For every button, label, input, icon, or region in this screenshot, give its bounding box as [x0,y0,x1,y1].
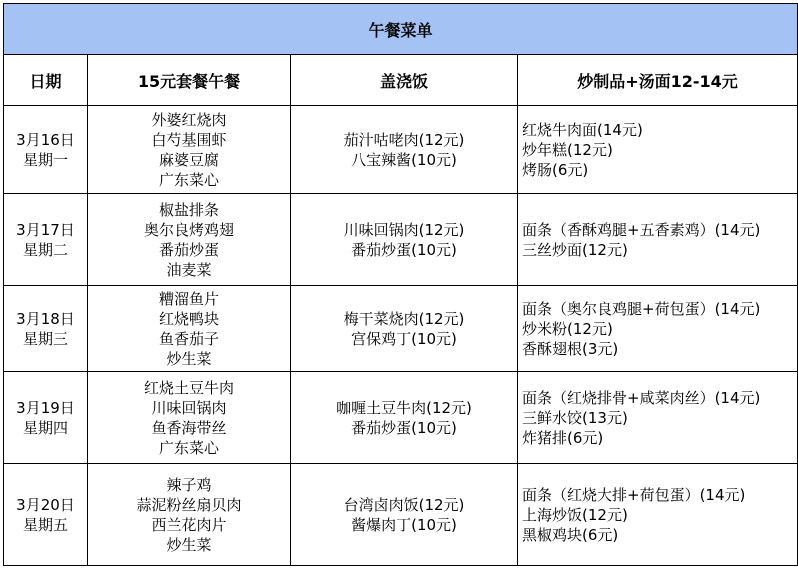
rice-cell [291,106,518,194]
fried-item: 黑椒鸡块(6元) [522,525,619,544]
title-row [4,4,798,55]
weekday-text: 星期一 [22,150,68,169]
dish-item: 炒生菜 [166,535,212,554]
menu-row [4,194,798,286]
rice-cell [291,194,518,286]
rice-item: 咖喱土豆牛肉(12元) [336,398,472,417]
dish-item: 蒜泥粉丝扇贝肉 [136,495,242,514]
date-text: 3月19日 [16,398,75,417]
header-row [4,55,798,106]
date-text: 3月17日 [16,220,75,239]
fried-item: 香酥翅根(3元) [522,339,619,358]
fried-item: 面条（红烧排骨+咸菜肉丝）(14元) [522,388,761,407]
fried-item: 红烧牛肉面(14元) [522,120,643,139]
dish-item: 广东菜心 [158,438,219,457]
fried-item: 炸猪排(6元) [522,428,604,447]
rice-item: 八宝辣酱(10元) [351,150,457,169]
lunch-menu-table [3,3,798,566]
fried-item: 面条（奥尔良鸡腿+荷包蛋）(14元) [522,299,761,318]
fried-item: 三丝炒面(12元) [522,240,628,259]
date-text: 3月18日 [16,309,75,328]
date-cell [4,464,88,566]
weekday-text: 星期三 [22,329,68,348]
date-text: 3月16日 [16,130,75,149]
set-meal-cell [88,194,291,286]
weekday-text: 星期五 [22,515,68,534]
dish-item: 奥尔良烤鸡翅 [143,220,234,239]
dish-item: 西兰花肉片 [151,515,227,534]
date-text: 3月20日 [16,495,75,514]
header-rice: 盖浇饭 [291,55,518,106]
menu-row [4,106,798,194]
dish-item: 外婆红烧肉 [151,110,227,129]
dish-item: 广东菜心 [158,170,219,189]
dish-item: 白芍基围虾 [151,130,227,149]
dish-item: 番茄炒蛋 [158,240,219,259]
date-cell [4,194,88,286]
rice-item: 番茄炒蛋(10元) [351,240,457,259]
fried-item: 炒米粉(12元) [522,319,613,338]
dish-item: 麻婆豆腐 [158,150,219,169]
menu-row [4,372,798,464]
fried-cell [518,286,798,372]
fried-cell [518,194,798,286]
fried-item: 三鲜水饺(13元) [522,408,628,427]
fried-item: 烤肠(6元) [522,160,589,179]
rice-cell [291,372,518,464]
dish-item: 椒盐排条 [158,200,219,219]
header-date: 日期 [4,55,88,106]
weekday-text: 星期二 [22,240,68,259]
fried-item: 炒年糕(12元) [522,140,613,159]
header-fried: 炒制品+汤面12-14元 [518,55,798,106]
header-set-meal: 15元套餐午餐 [88,55,291,106]
weekday-text: 星期四 [22,418,68,437]
fried-cell [518,464,798,566]
fried-item: 上海炒饭(12元) [522,505,628,524]
menu-row [4,464,798,566]
fried-cell [518,106,798,194]
dish-item: 糟溜鱼片 [158,289,219,308]
date-cell [4,106,88,194]
rice-item: 番茄炒蛋(10元) [351,418,457,437]
dish-item: 红烧土豆牛肉 [143,378,234,397]
fried-item: 面条（香酥鸡腿+五香素鸡）(14元) [522,220,761,239]
rice-item: 酱爆肉丁(10元) [351,515,457,534]
menu-title: 午餐菜单 [4,4,798,55]
menu-row [4,286,798,372]
fried-item: 面条（红烧大排+荷包蛋）(14元) [522,485,746,504]
set-meal-cell [88,106,291,194]
rice-item: 梅干菜烧肉(12元) [343,309,465,328]
dish-item: 川味回锅肉 [151,398,227,417]
dish-item: 油麦菜 [166,260,212,279]
set-meal-cell [88,372,291,464]
set-meal-cell [88,286,291,372]
rice-item: 宫保鸡丁(10元) [351,329,457,348]
menu-body [4,106,798,566]
dish-item: 红烧鸭块 [158,309,219,328]
rice-item: 川味回锅肉(12元) [343,220,465,239]
dish-item: 辣子鸡 [166,475,212,494]
date-cell [4,372,88,464]
date-cell [4,286,88,372]
rice-cell [291,464,518,566]
rice-item: 茄汁咕咾肉(12元) [343,130,465,149]
rice-cell [291,286,518,372]
fried-cell [518,372,798,464]
set-meal-cell [88,464,291,566]
dish-item: 鱼香茄子 [158,329,219,348]
dish-item: 鱼香海带丝 [151,418,227,437]
dish-item: 炒生菜 [166,349,212,368]
rice-item: 台湾卤肉饭(12元) [343,495,465,514]
